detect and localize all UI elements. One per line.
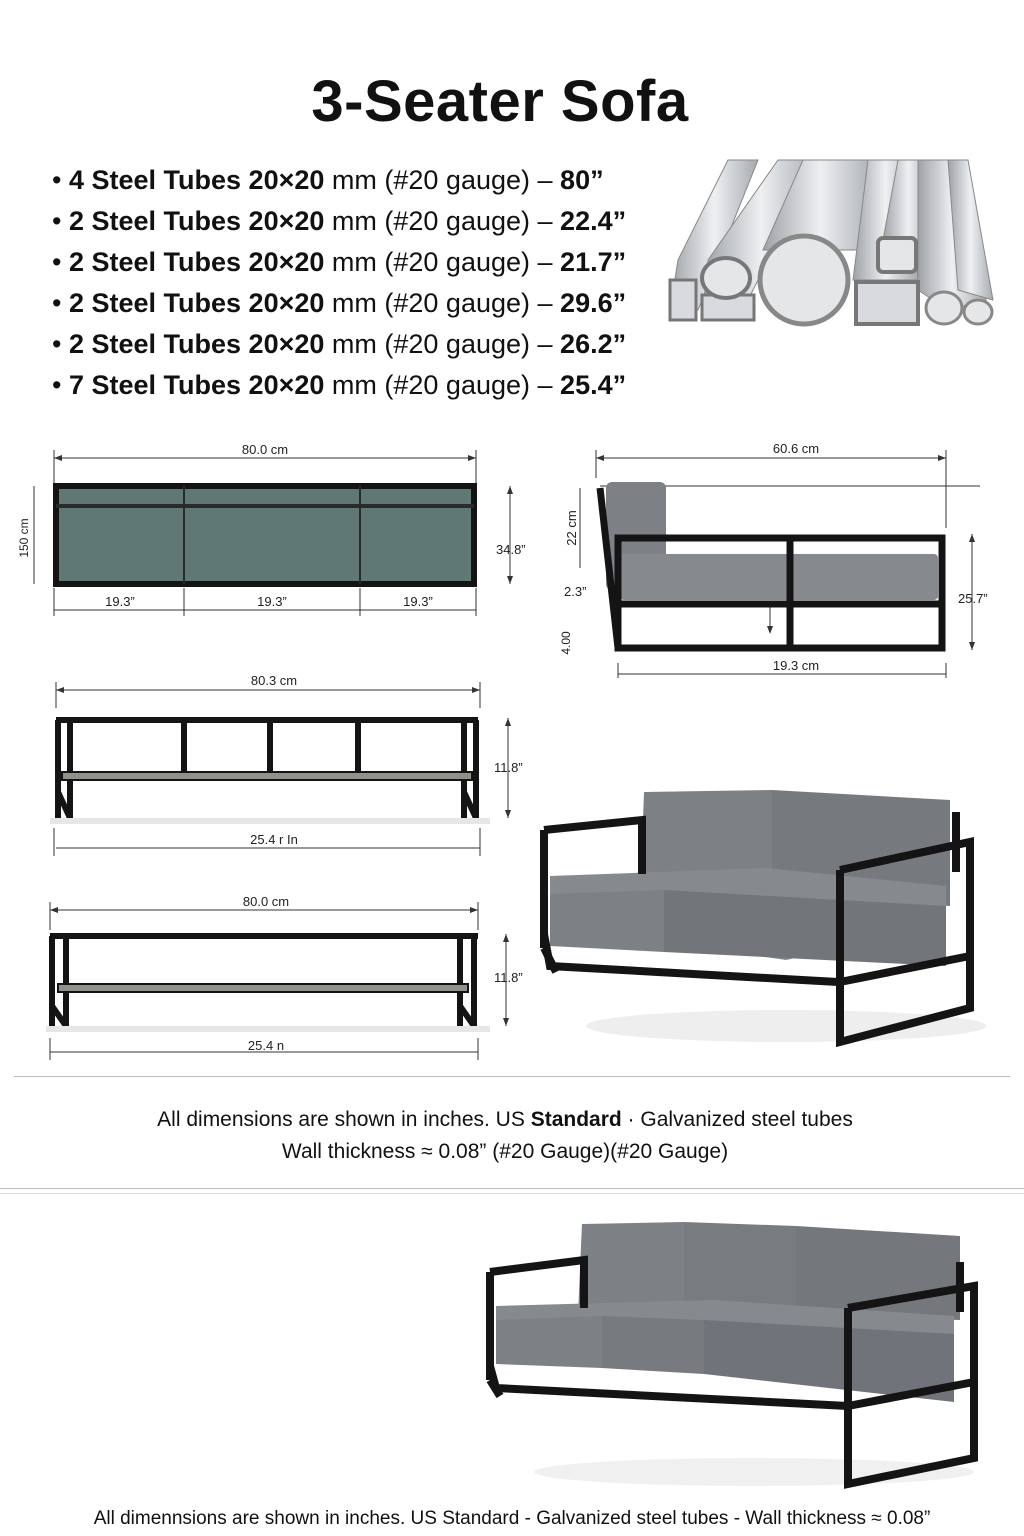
side-width-bottom-label: 19.3 cm xyxy=(772,658,820,673)
parts-list xyxy=(52,160,626,406)
steel-tubes-image xyxy=(668,160,998,330)
front-view-drawing xyxy=(17,438,540,618)
base-frame-length-label: 25.4 n xyxy=(247,1038,285,1053)
page-title: 3-Seater Sofa xyxy=(311,69,689,134)
base-frame-height-label: 11.8” xyxy=(494,970,523,985)
parts-list-item: • 2 Steel Tubes 20×20 mm (#20 gauge) – 21.7” xyxy=(52,247,627,277)
parts-list-item: • 7 Steel Tubes 20×20 mm (#20 gauge) – 25.4” xyxy=(52,370,627,400)
front-segment-label: 19.3” xyxy=(257,594,287,609)
parts-list-item: • 2 Steel Tubes 20×20 mm (#20 gauge) – 22.4” xyxy=(52,206,627,236)
parts-list-item: • 2 Steel Tubes 20×20 mm (#20 gauge) – 26.2” xyxy=(52,329,627,359)
front-segment-label: 19.3” xyxy=(105,594,135,609)
sofa-render-three-seat xyxy=(484,1216,984,1496)
divider xyxy=(0,1193,1024,1194)
back-frame-drawing xyxy=(40,668,540,860)
back-frame-width-label: 80.3 cm xyxy=(250,673,298,688)
side-width-top-label: 60.6 cm xyxy=(772,441,820,456)
parts-list-item: • 2 Steel Tubes 20×20 mm (#20 gauge) – 29.6” xyxy=(52,288,627,318)
divider xyxy=(14,1076,1010,1077)
sofa-render-two-seat xyxy=(536,776,986,1056)
footer-note: All dimennsions are shown in inches. US Standard - Galvanized steel tubes - Wall thickness ≈ 0.08” xyxy=(93,1508,931,1529)
base-frame-drawing xyxy=(40,890,540,1062)
divider xyxy=(0,1188,1024,1189)
side-arm-gap-label: 2.3” xyxy=(564,584,587,599)
side-total-height-label: 25.7” xyxy=(958,591,988,606)
back-frame-length-label: 25.4 r In xyxy=(250,832,298,847)
side-view-drawing xyxy=(560,438,1010,678)
front-height-right-label: 34.8” xyxy=(496,542,526,557)
parts-list-item: • 4 Steel Tubes 20×20 mm (#20 gauge) – 80” xyxy=(52,165,604,195)
front-height-left-label: 150 cm xyxy=(17,518,31,558)
base-frame-width-label: 80.0 cm xyxy=(242,894,290,909)
side-leg-height-label: 4.00 xyxy=(559,631,573,655)
front-segment-label: 19.3” xyxy=(403,594,433,609)
dimension-note: All dimensions are shown in inches. US Standard · Galvanized steel tubes Wall thickness ≈ 0.08” (#20 Gauge)(#20 Gauge) xyxy=(157,1108,853,1163)
side-back-height-label: 22 cm xyxy=(564,510,579,546)
front-width-label: 80.0 cm xyxy=(241,442,289,457)
back-frame-height-label: 11.8” xyxy=(494,760,523,775)
